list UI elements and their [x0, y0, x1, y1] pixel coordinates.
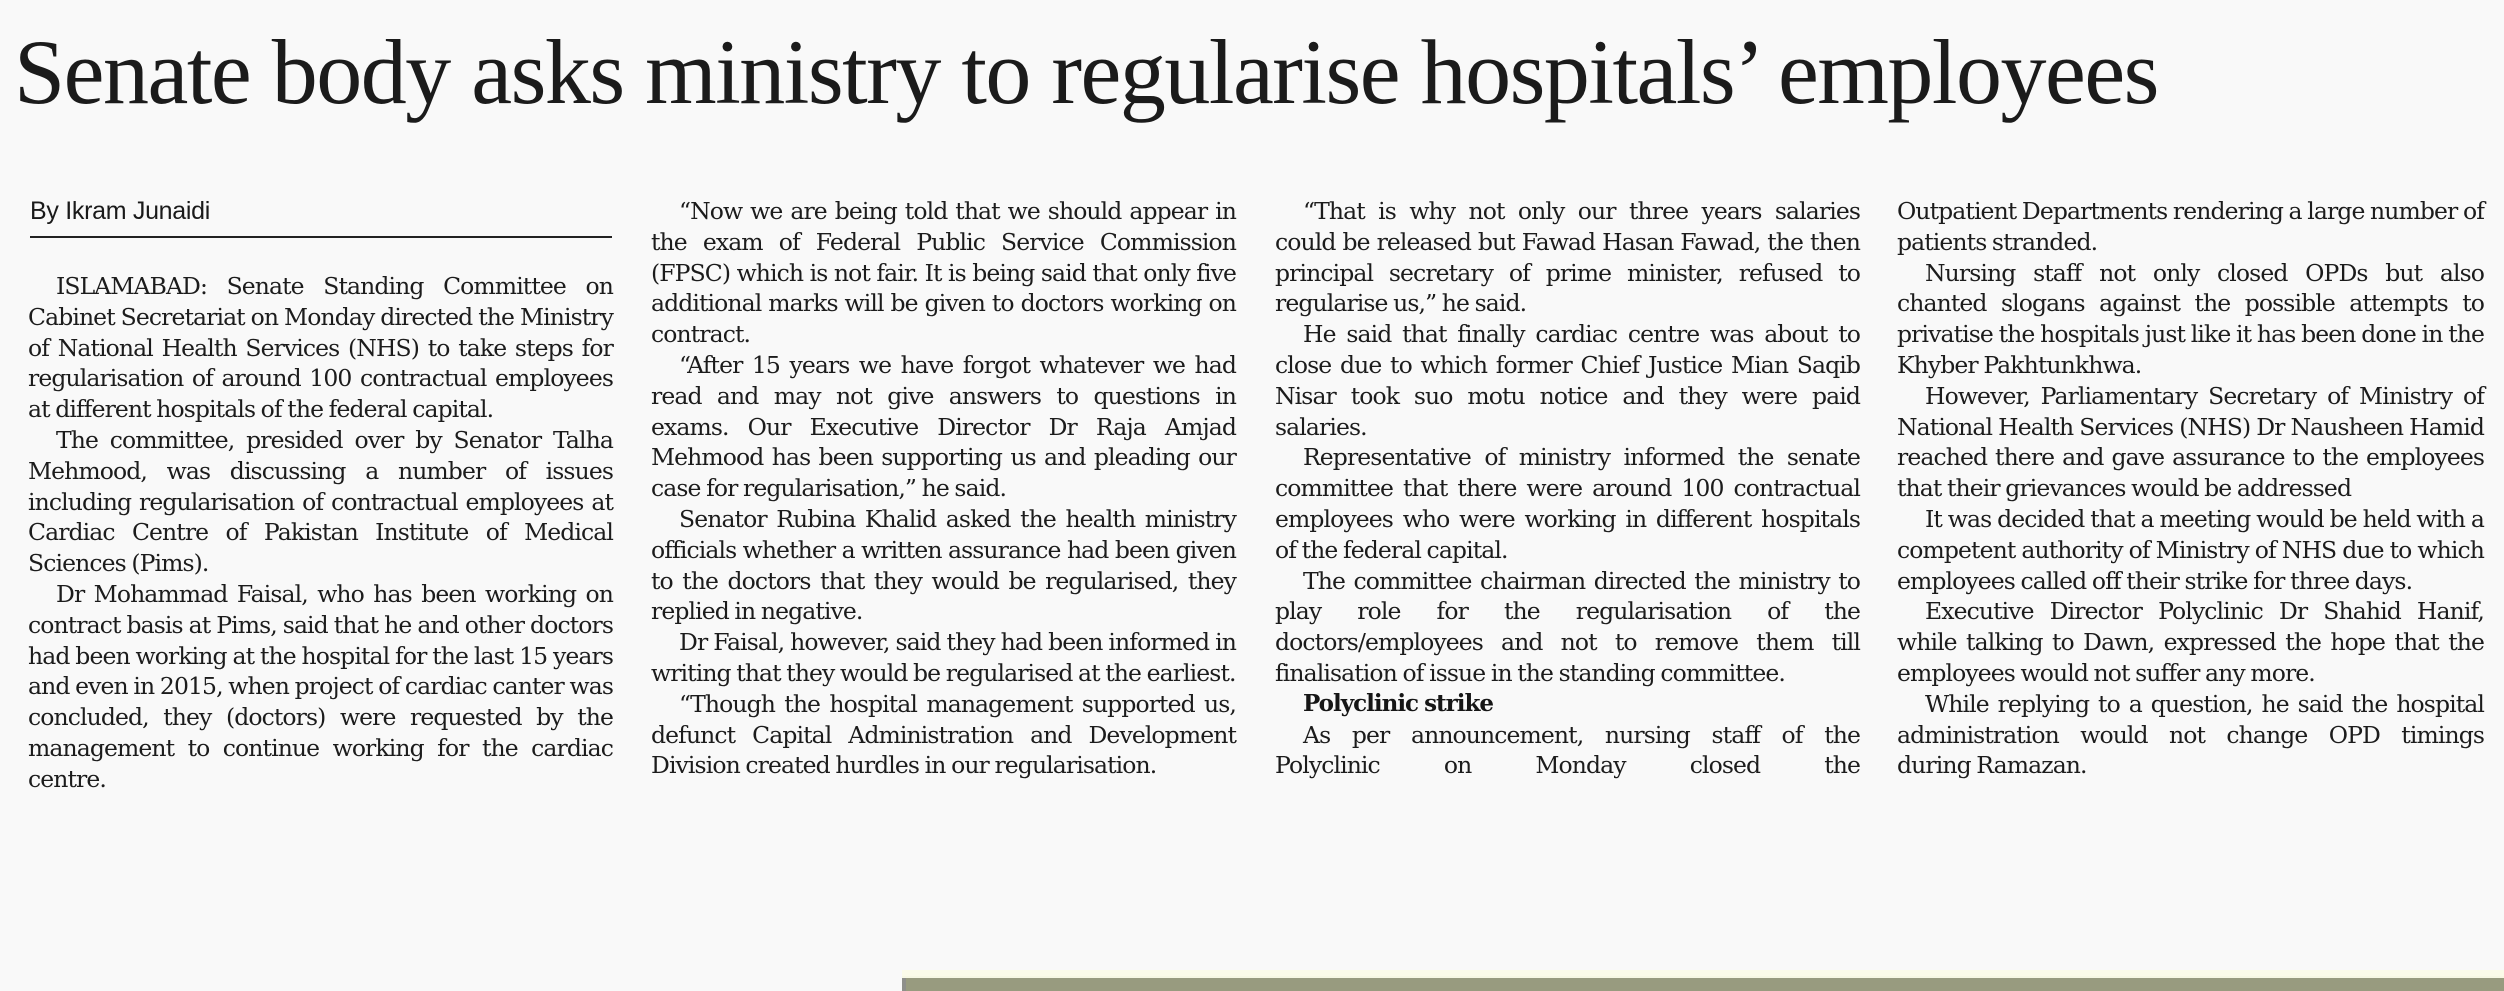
paragraph: However, Parliamentary Secretary of Ministry of National Health Services (NHS) Dr Nausheen Hamid reached there and gave assurance to the employees that their grievances would be addressed	[1897, 381, 2484, 503]
paragraph: Dr Mohammad Faisal, who has been working on contract basis at Pims, said that he and other doctors had been working at the hospital for the last 15 years and even in 2015, when project of cardiac canter was concluded, they (doctors) were requested by the management to continue working for the cardiac centre.	[28, 579, 613, 793]
paragraph: Senator Rubina Khalid asked the health ministry officials whether a written assurance had been given to the doctors that they would be regularised, they replied in negative.	[651, 504, 1236, 626]
paragraph: Dr Faisal, however, said they had been informed in writing that they would be regularised at the earliest.	[651, 628, 1236, 687]
paragraph: Executive Director Polyclinic Dr Shahid Hanif, while talking to Dawn, expressed the hope that the employees would not suffer any more.	[1897, 597, 2484, 687]
article-column-1	[28, 271, 613, 795]
article-column-3	[1275, 196, 1860, 781]
paragraph: ISLAMABAD: Senate Standing Committee on Cabinet Secretariat on Monday directed the Ministry of National Health Services (NHS) to take steps for regularisation of around 100 contractual employees at different hospitals of the federal capital.	[28, 272, 613, 424]
paragraph: “Though the hospital management supported us, defunct Capital Administration and Development Division created hurdles in our regularisation.	[651, 689, 1236, 780]
article-column-2	[651, 196, 1236, 781]
paragraph: It was decided that a meeting would be held with a competent authority of Ministry of NHS due to which employees called off their strike for three days.	[1897, 504, 2484, 595]
headline: Senate body asks ministry to regularise hospitals’ employees	[14, 21, 2158, 123]
paragraph: “Now we are being told that we should appear in the exam of Federal Public Service Commission (FPSC) which is not fair. It is being said that only five additional marks will be given to doctors working on contract.	[651, 197, 1236, 349]
paragraph: The committee, presided over by Senator Talha Mehmood, was discussing a number of issues including regularisation of contractual employees at Cardiac Centre of Pakistan Institute of Medical Sciences (Pims).	[28, 425, 613, 578]
paragraph: While replying to a question, he said the hospital administration would not change OPD timings during Ramazan.	[1897, 689, 2484, 780]
paragraph: Outpatient Departments rendering a large number of patients stranded.	[1897, 197, 2484, 256]
paragraph: “That is why not only our three years salaries could be released but Fawad Hasan Fawad, the then principal secretary of prime minister, refused to regularise us,” he said.	[1275, 197, 1860, 318]
article-column-4	[1897, 196, 2484, 781]
paragraph: Representative of ministry informed the senate committee that there were around 100 contractual employees who were working in different hospitals of the federal capital.	[1275, 443, 1860, 564]
paragraph: As per announcement, nursing staff of the Polyclinic on Monday closed the	[1275, 720, 1860, 780]
paragraph: “After 15 years we have forgot whatever we had read and may not give answers to questions in exams. Our Executive Director Dr Raja Amjad Mehmood has been supporting us and pleading our case for regularisation,” he said.	[651, 350, 1236, 503]
paragraph: Nursing staff not only closed OPDs but also chanted slogans against the possible attempts to privatise the hospitals just like it has been done in the Khyber Pakhtunkhwa.	[1897, 258, 2484, 379]
paragraph: He said that finally cardiac centre was about to close due to which former Chief Justice Mian Saqib Nisar took suo motu notice and they were paid salaries.	[1275, 320, 1860, 441]
subheading: Polyclinic strike	[1303, 689, 1494, 717]
byline: By Ikram Junaidi	[30, 196, 612, 238]
paragraph: The committee chairman directed the ministry to play role for the regularisation of the doctors/employees and not to remove them till finalisation of issue in the standing committee.	[1275, 566, 1860, 687]
